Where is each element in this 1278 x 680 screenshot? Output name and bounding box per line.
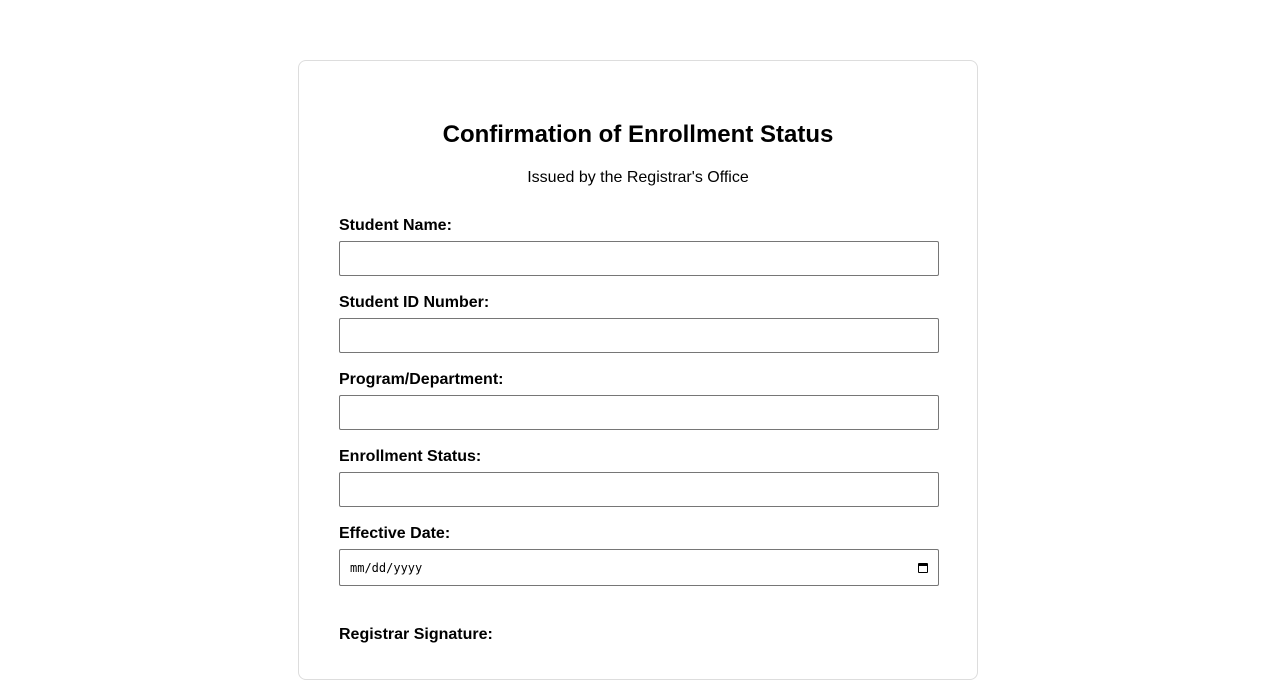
student-name-input[interactable] <box>339 241 939 276</box>
effective-date-placeholder: mm/dd/yyyy <box>350 560 423 575</box>
form-card <box>298 60 978 680</box>
effective-date-input[interactable] <box>339 549 939 586</box>
student-id-input[interactable] <box>339 318 939 353</box>
program-department-label: Program/Department: <box>339 371 504 388</box>
program-department-input[interactable] <box>339 395 939 430</box>
enrollment-status-input[interactable] <box>339 472 939 507</box>
registrar-signature-label: Registrar Signature: <box>339 626 493 643</box>
page-title: Confirmation of Enrollment Status <box>442 121 834 148</box>
student-id-label: Student ID Number: <box>339 294 490 311</box>
calendar-icon[interactable] <box>918 563 928 573</box>
student-name-label: Student Name: <box>339 217 452 234</box>
enrollment-status-label: Enrollment Status: <box>339 448 482 465</box>
page-subtitle: Issued by the Registrar's Office <box>527 169 749 186</box>
effective-date-label: Effective Date: <box>339 525 451 542</box>
